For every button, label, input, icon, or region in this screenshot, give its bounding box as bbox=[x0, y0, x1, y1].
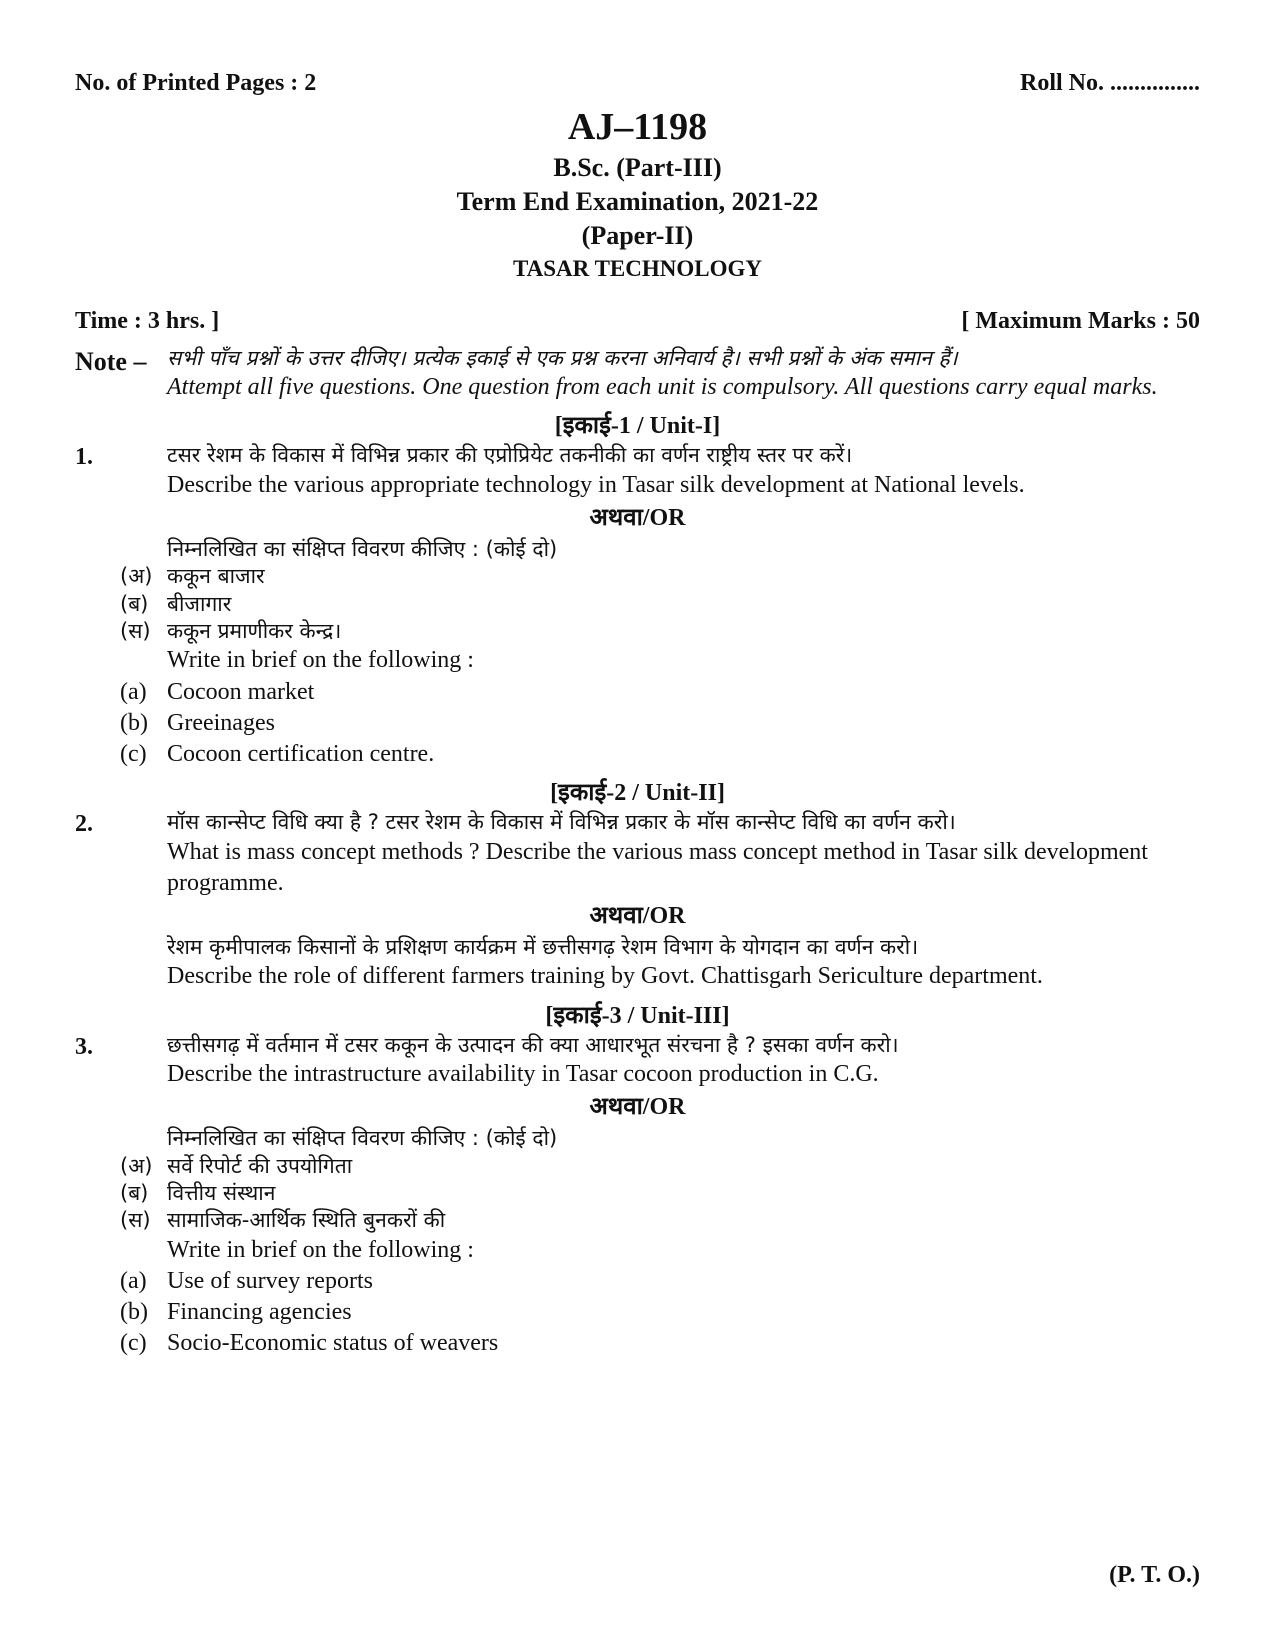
list-item: (अ) ककून बाजार bbox=[120, 564, 265, 589]
question-hindi: टसर रेशम के विकास में विभिन्न प्रकार की एप्रोप्रियेट तकनीकी का वर्णन राष्ट्रीय स्तर पर करें। bbox=[167, 443, 853, 468]
list-item: (a) Cocoon market bbox=[120, 678, 315, 705]
list-item: (c) Cocoon certification centre. bbox=[120, 740, 435, 767]
question-number: 2. bbox=[75, 811, 93, 838]
option-list-hindi bbox=[120, 1153, 1200, 1235]
course-name: B.Sc. (Part-III) bbox=[553, 152, 722, 182]
option-list-hindi bbox=[120, 563, 1200, 645]
list-item: (c) Socio-Economic status of weavers bbox=[120, 1330, 499, 1357]
unit-1-heading: [इकाई-1 / Unit-I] bbox=[554, 413, 721, 440]
alternative-hindi: रेशम कृमीपालक किसानों के प्रशिक्षण कार्यक्रम में छत्तीसगढ़ रेशम विभाग के योगदान का वर्णन करो। bbox=[167, 935, 919, 960]
note-english: Attempt all five questions. One question from each unit is compulsory. All questions carry equal marks. bbox=[167, 374, 1158, 401]
question-1 bbox=[75, 442, 1200, 500]
question-3 bbox=[75, 1032, 1200, 1090]
list-item: (b) Financing agencies bbox=[120, 1299, 352, 1326]
exam-name: Term End Examination, 2021-22 bbox=[456, 187, 819, 217]
header-row bbox=[75, 68, 1200, 99]
question-2 bbox=[75, 809, 1200, 899]
paper-code: AJ–1198 bbox=[567, 106, 708, 149]
unit-2-heading: [इकाई-2 / Unit-II] bbox=[550, 780, 725, 807]
alternative-english: Describe the role of different farmers training by Govt. Chattisgarh Sericulture department. bbox=[167, 963, 1043, 990]
roll-no: Roll No. ............... bbox=[1020, 70, 1200, 96]
time-allowed: Time : 3 hrs. ] bbox=[75, 307, 220, 334]
unit-3-heading: [इकाई-3 / Unit-III] bbox=[545, 1002, 730, 1029]
or-divider: अथवा/OR bbox=[589, 902, 686, 929]
list-item: (स) ककून प्रमाणीकर केन्द्र। bbox=[120, 619, 342, 644]
meta-row bbox=[75, 306, 1200, 337]
question-hindi: छत्तीसगढ़ में वर्तमान में टसर ककून के उत्पादन की क्या आधारभूत संरचना है ? इसका वर्णन करो। bbox=[167, 1032, 899, 1057]
maximum-marks: [ Maximum Marks : 50 bbox=[961, 307, 1200, 334]
alternative-english: Write in brief on the following : bbox=[167, 1236, 474, 1263]
printed-pages: No. of Printed Pages : 2 bbox=[75, 70, 317, 96]
option-list-english bbox=[120, 1266, 1200, 1360]
note-hindi: सभी पाँच प्रश्नों के उत्तर दीजिए। प्रत्येक इकाई से एक प्रश्न करना अनिवार्य है। सभी प्रश्नों के अंक समान हैं। bbox=[167, 345, 958, 370]
question-number: 3. bbox=[75, 1033, 93, 1060]
or-divider: अथवा/OR bbox=[589, 504, 686, 531]
list-item: (b) Greeinages bbox=[120, 709, 275, 736]
question-number: 1. bbox=[75, 444, 93, 471]
alternative-hindi: निम्नलिखित का संक्षिप्त विवरण कीजिए : (कोई दो) bbox=[167, 537, 558, 562]
question-english: Describe the various appropriate technology in Tasar silk development at National levels. bbox=[167, 471, 1025, 498]
alternative-hindi: निम्नलिखित का संक्षिप्त विवरण कीजिए : (कोई दो) bbox=[167, 1126, 558, 1151]
page-turn-over: (P. T. O.) bbox=[1109, 1562, 1200, 1588]
or-divider: अथवा/OR bbox=[589, 1094, 686, 1121]
subject-title: TASAR TECHNOLOGY bbox=[512, 255, 762, 281]
question-english: What is mass concept methods ? Describe the various mass concept method in Tasar silk development programme. bbox=[167, 838, 1148, 896]
instructions-note bbox=[75, 345, 1200, 403]
list-item: (अ) सर्वे रिपोर्ट की उपयोगिता bbox=[120, 1153, 353, 1178]
option-list-english bbox=[120, 677, 1200, 771]
paper-number: (Paper-II) bbox=[581, 221, 694, 251]
list-item: (ब) बीजागार bbox=[120, 591, 232, 616]
list-item: (स) सामाजिक-आर्थिक स्थिति बुनकरों की bbox=[120, 1208, 446, 1233]
alternative-english: Write in brief on the following : bbox=[167, 647, 474, 674]
question-hindi: मॉस कान्सेप्ट विधि क्या है ? टसर रेशम के विकास में विभिन्न प्रकार के मॉस कान्सेप्ट विधि का वर्णन करो। bbox=[167, 810, 956, 835]
note-label: Note – bbox=[75, 346, 147, 376]
question-english: Describe the intrastructure availability in Tasar cocoon production in C.G. bbox=[167, 1061, 879, 1088]
list-item: (ब) वित्तीय संस्थान bbox=[120, 1181, 276, 1206]
list-item: (a) Use of survey reports bbox=[120, 1267, 373, 1294]
